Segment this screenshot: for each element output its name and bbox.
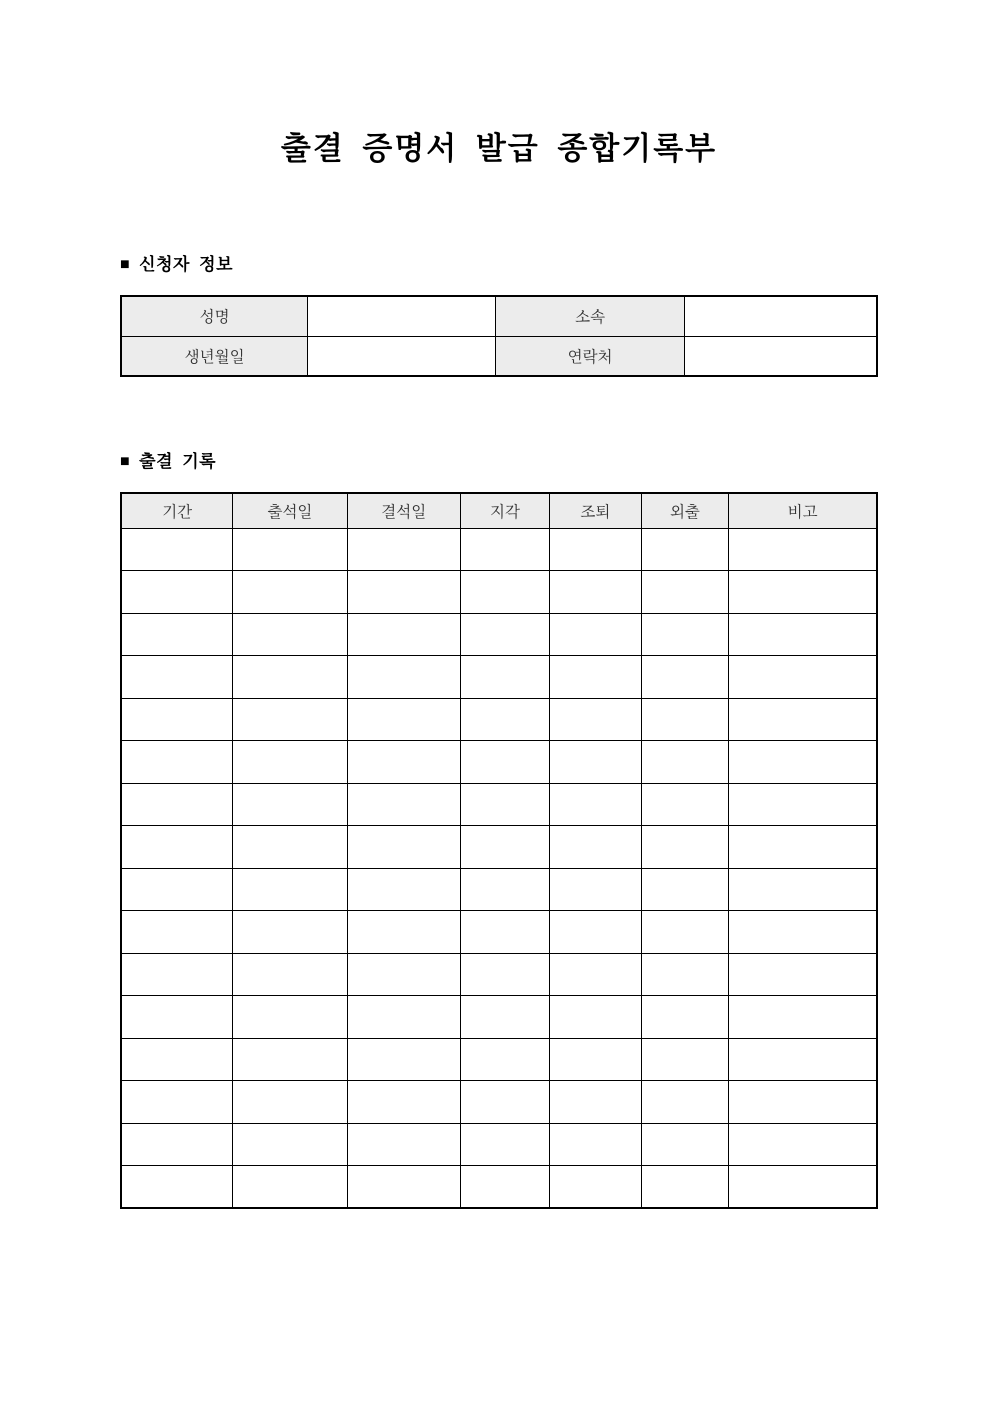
attendance-cell[interactable] (550, 656, 641, 699)
attendance-cell[interactable] (121, 953, 233, 996)
column-header-outing: 외출 (641, 493, 729, 528)
attendance-cell[interactable] (460, 571, 549, 614)
attendance-body-row (121, 953, 877, 996)
attendance-cell[interactable] (121, 868, 233, 911)
attendance-body-row (121, 911, 877, 954)
attendance-cell[interactable] (233, 826, 347, 869)
attendance-cell[interactable] (641, 996, 729, 1039)
attendance-cell[interactable] (460, 741, 549, 784)
attendance-cell[interactable] (729, 953, 877, 996)
attendance-section-title: 출결 기록 (139, 452, 217, 471)
attendance-cell[interactable] (641, 613, 729, 656)
attendance-body-row (121, 826, 877, 869)
attendance-cell[interactable] (460, 911, 549, 954)
attendance-cell[interactable] (121, 613, 233, 656)
attendance-cell[interactable] (729, 826, 877, 869)
attendance-body-row (121, 868, 877, 911)
attendance-cell[interactable] (460, 1038, 549, 1081)
attendance-cell[interactable] (729, 1081, 877, 1124)
attendance-cell[interactable] (729, 656, 877, 699)
attendance-cell[interactable] (460, 656, 549, 699)
attendance-cell[interactable] (550, 1081, 641, 1124)
attendance-cell[interactable] (347, 911, 460, 954)
attendance-cell[interactable] (347, 528, 460, 571)
attendance-cell[interactable] (729, 783, 877, 826)
attendance-cell[interactable] (729, 868, 877, 911)
attendance-cell[interactable] (347, 868, 460, 911)
attendance-cell[interactable] (233, 996, 347, 1039)
section-marker-icon: ■ (120, 453, 131, 470)
attendance-cell[interactable] (550, 911, 641, 954)
attendance-body-row (121, 698, 877, 741)
attendance-cell[interactable] (347, 1038, 460, 1081)
affiliation-value-cell[interactable] (685, 296, 877, 336)
attendance-cell[interactable] (641, 741, 729, 784)
attendance-cell[interactable] (641, 953, 729, 996)
attendance-cell[interactable] (121, 1038, 233, 1081)
attendance-body-row (121, 1038, 877, 1081)
attendance-cell[interactable] (729, 911, 877, 954)
attendance-record-table (120, 492, 878, 1209)
applicant-section-title: 신청자 정보 (139, 255, 234, 274)
column-header-remarks: 비고 (729, 493, 877, 528)
birthdate-label-cell: 생년월일 (121, 336, 308, 376)
attendance-cell[interactable] (460, 613, 549, 656)
attendance-cell[interactable] (233, 571, 347, 614)
attendance-cell[interactable] (121, 826, 233, 869)
attendance-cell[interactable] (233, 1123, 347, 1166)
attendance-body-row (121, 656, 877, 699)
attendance-cell[interactable] (641, 571, 729, 614)
attendance-cell[interactable] (641, 868, 729, 911)
applicant-info-table (120, 295, 878, 377)
attendance-cell[interactable] (233, 528, 347, 571)
attendance-cell[interactable] (121, 996, 233, 1039)
attendance-cell[interactable] (233, 783, 347, 826)
attendance-cell[interactable] (347, 698, 460, 741)
attendance-cell[interactable] (347, 1166, 460, 1209)
attendance-section-heading (120, 451, 878, 473)
applicant-row-2 (121, 336, 877, 376)
attendance-body-row (121, 783, 877, 826)
affiliation-label-cell: 소속 (495, 296, 685, 336)
attendance-cell[interactable] (121, 656, 233, 699)
attendance-cell[interactable] (347, 656, 460, 699)
attendance-cell[interactable] (233, 953, 347, 996)
attendance-body-row (121, 996, 877, 1039)
attendance-cell[interactable] (729, 1123, 877, 1166)
attendance-cell[interactable] (121, 1123, 233, 1166)
attendance-cell[interactable] (460, 1081, 549, 1124)
attendance-cell[interactable] (347, 741, 460, 784)
attendance-cell[interactable] (347, 571, 460, 614)
attendance-cell[interactable] (641, 656, 729, 699)
attendance-cell[interactable] (729, 571, 877, 614)
attendance-cell[interactable] (233, 698, 347, 741)
attendance-cell[interactable] (641, 826, 729, 869)
name-label-cell: 성명 (121, 296, 308, 336)
attendance-cell[interactable] (729, 996, 877, 1039)
attendance-cell[interactable] (347, 1123, 460, 1166)
attendance-cell[interactable] (550, 868, 641, 911)
attendance-cell[interactable] (233, 1038, 347, 1081)
attendance-body-row (121, 1166, 877, 1209)
attendance-cell[interactable] (460, 868, 549, 911)
attendance-cell[interactable] (460, 826, 549, 869)
attendance-cell[interactable] (233, 868, 347, 911)
attendance-cell[interactable] (233, 741, 347, 784)
page-title: 출결 증명서 발급 종합기록부 (280, 131, 718, 166)
attendance-cell[interactable] (460, 953, 549, 996)
column-header-tardy: 지각 (460, 493, 549, 528)
attendance-cell[interactable] (550, 1166, 641, 1209)
attendance-cell[interactable] (729, 1166, 877, 1209)
attendance-cell[interactable] (641, 528, 729, 571)
attendance-cell[interactable] (121, 1166, 233, 1209)
attendance-cell[interactable] (121, 571, 233, 614)
attendance-cell[interactable] (121, 783, 233, 826)
attendance-cell[interactable] (550, 613, 641, 656)
birthdate-value-cell[interactable] (308, 336, 495, 376)
attendance-cell[interactable] (641, 698, 729, 741)
attendance-cell[interactable] (121, 698, 233, 741)
contact-label-cell: 연락처 (495, 336, 685, 376)
attendance-body-row (121, 528, 877, 571)
attendance-cell[interactable] (347, 953, 460, 996)
attendance-cell[interactable] (460, 783, 549, 826)
attendance-cell[interactable] (550, 996, 641, 1039)
attendance-cell[interactable] (460, 1166, 549, 1209)
attendance-cell[interactable] (641, 1081, 729, 1124)
attendance-body-row (121, 741, 877, 784)
attendance-cell[interactable] (550, 826, 641, 869)
attendance-cell[interactable] (460, 698, 549, 741)
attendance-cell[interactable] (729, 1038, 877, 1081)
attendance-cell[interactable] (641, 911, 729, 954)
applicant-section-heading (120, 254, 878, 276)
name-value-cell[interactable] (308, 296, 495, 336)
attendance-cell[interactable] (347, 996, 460, 1039)
attendance-header-row (121, 493, 877, 528)
attendance-cell[interactable] (347, 783, 460, 826)
section-marker-icon: ■ (120, 256, 131, 273)
attendance-cell[interactable] (550, 783, 641, 826)
attendance-body-row (121, 571, 877, 614)
document-content (120, 0, 878, 1209)
attendance-cell[interactable] (233, 656, 347, 699)
attendance-cell[interactable] (550, 571, 641, 614)
attendance-cell[interactable] (641, 1038, 729, 1081)
attendance-cell[interactable] (729, 741, 877, 784)
attendance-body-row (121, 613, 877, 656)
attendance-cell[interactable] (729, 613, 877, 656)
attendance-body-row (121, 1123, 877, 1166)
attendance-cell[interactable] (550, 528, 641, 571)
attendance-cell[interactable] (550, 1038, 641, 1081)
attendance-cell[interactable] (233, 911, 347, 954)
attendance-cell[interactable] (460, 996, 549, 1039)
attendance-body-row (121, 1081, 877, 1124)
attendance-cell[interactable] (347, 1081, 460, 1124)
attendance-cell[interactable] (550, 1123, 641, 1166)
attendance-cell[interactable] (460, 528, 549, 571)
attendance-cell[interactable] (233, 1166, 347, 1209)
attendance-cell[interactable] (641, 1123, 729, 1166)
attendance-cell[interactable] (233, 613, 347, 656)
attendance-cell[interactable] (550, 741, 641, 784)
attendance-cell[interactable] (729, 528, 877, 571)
column-header-early-leave: 조퇴 (550, 493, 641, 528)
attendance-cell[interactable] (641, 1166, 729, 1209)
attendance-cell[interactable] (550, 698, 641, 741)
attendance-cell[interactable] (460, 1123, 549, 1166)
contact-value-cell[interactable] (685, 336, 877, 376)
column-header-attendance-days: 출석일 (233, 493, 347, 528)
column-header-period: 기간 (121, 493, 233, 528)
attendance-cell[interactable] (347, 613, 460, 656)
attendance-cell[interactable] (121, 528, 233, 571)
attendance-cell[interactable] (641, 783, 729, 826)
attendance-cell[interactable] (121, 1081, 233, 1124)
attendance-cell[interactable] (121, 911, 233, 954)
attendance-cell[interactable] (233, 1081, 347, 1124)
attendance-cell[interactable] (121, 741, 233, 784)
attendance-cell[interactable] (729, 698, 877, 741)
attendance-cell[interactable] (347, 826, 460, 869)
column-header-absence-days: 결석일 (347, 493, 460, 528)
applicant-row-1 (121, 296, 877, 336)
attendance-cell[interactable] (550, 953, 641, 996)
